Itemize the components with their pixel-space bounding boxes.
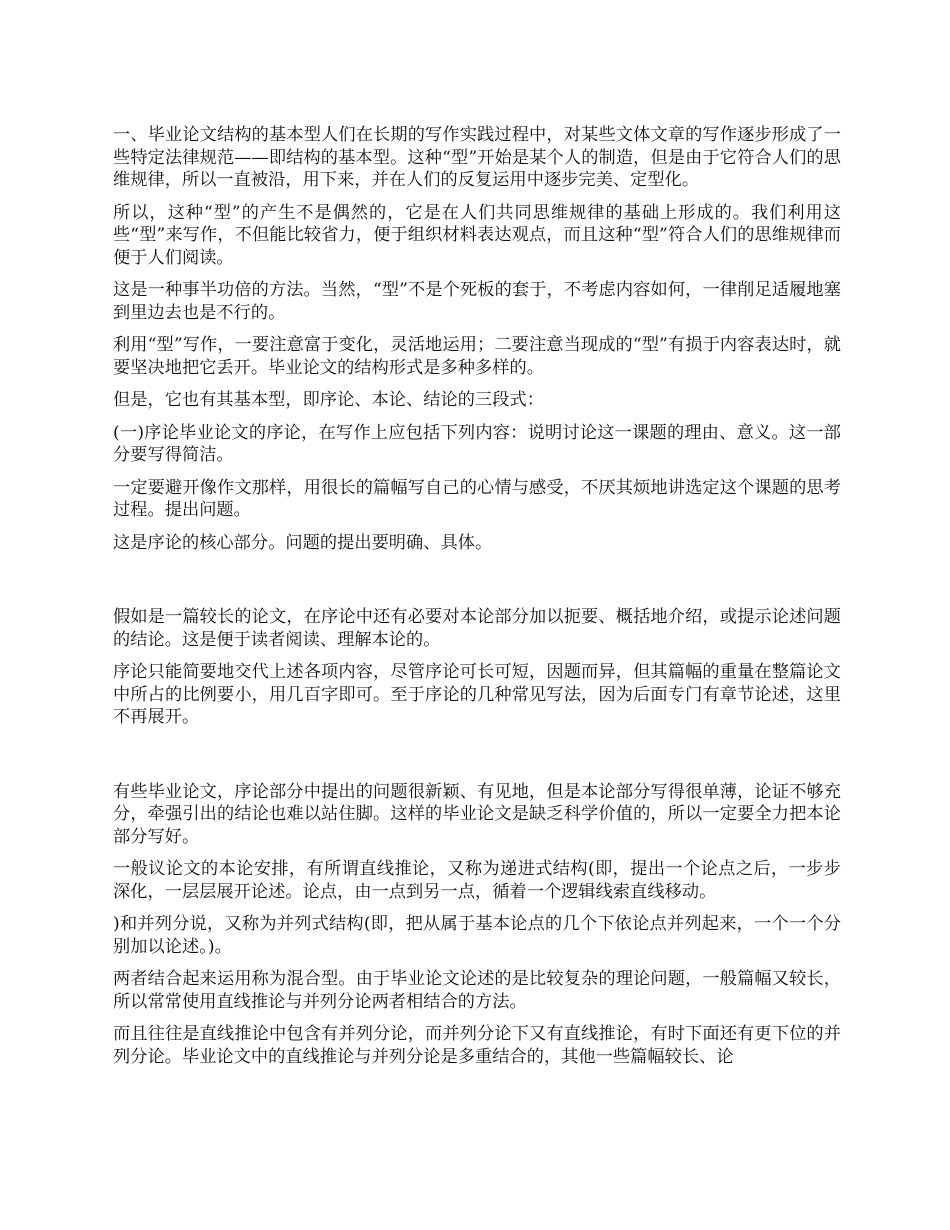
paragraph: 一定要避开像作文那样，用很长的篇幅写自己的心情与感受，不厌其烦地讲选定这个课题的思考过程。提出问题。 bbox=[113, 477, 841, 520]
paragraph: 利用“型”写作，一要注意富于变化，灵活地运用；二要注意当现成的“型”有损于内容表达时，就要坚决地把它丢开。毕业论文的结构形式是多种多样的。 bbox=[113, 335, 841, 378]
paragraph: 但是，它也有其基本型，即序论、本论、结论的三段式： bbox=[113, 390, 544, 410]
paragraph: 两者结合起来运用称为混合型。由于毕业论文论述的是比较复杂的理论问题，一般篇幅又较长，所以常常使用直线推论与并列分论两者相结合的方法。 bbox=[113, 969, 841, 1012]
paragraph: 假如是一篇较长的论文，在序论中还有必要对本论部分加以扼要、概括地介绍，或提示论述问题的结论。这是便于读者阅读、理解本论的。 bbox=[113, 607, 841, 650]
paragraph: (一)序论毕业论文的序论，在写作上应包括下列内容：说明讨论这一课题的理由、意义。这一部分要写得简洁。 bbox=[113, 422, 841, 465]
paragraph: 一般议论文的本论安排，有所谓直线推论，又称为递进式结构(即，提出一个论点之后，一步步深化，一层层展开论述。论点，由一点到另一点，循着一个逻辑线索直线移动。 bbox=[113, 859, 841, 902]
document-body bbox=[113, 124, 841, 1078]
paragraph: 序论只能简要地交代上述各项内容，尽管序论可长可短，因题而异，但其篇幅的重量在整篇论文中所占的比例要小，用几百字即可。至于序论的几种常见写法，因为后面专门有章节论述，这里不再展开。 bbox=[113, 662, 841, 727]
paragraph: 这是序论的核心部分。问题的提出要明确、具体。 bbox=[113, 532, 493, 553]
paragraph: 有些毕业论文，序论部分中提出的问题很新颖、有见地，但是本论部分写得很单薄，论证不够充分，牵强引出的结论也难以站住脚。这样的毕业论文是缺乏科学价值的，所以一定要全力把本论部分写好。 bbox=[113, 781, 841, 847]
paragraph: 这是一种事半功倍的方法。当然，“型”不是个死板的套于，不考虑内容如何，一律削足适履地塞到里边去也是不行的。 bbox=[113, 280, 841, 323]
paragraph: 所以，这种“型”的产生不是偶然的，它是在人们共同思维规律的基础上形成的。我们利用这些“型”来写作，不但能比较省力，便于组织材料表达观点，而且这种“型”符合人们的思维规律而便于人们阅读。 bbox=[113, 202, 841, 268]
section-gap bbox=[113, 739, 841, 781]
paragraph: )和并列分说，又称为并列式结构(即，把从属于基本论点的几个下依论点并列起来，一个一个分别加以论述。)。 bbox=[113, 914, 841, 957]
paragraph: 而且往往是直线推论中包含有并列分论，而并列分论下又有直线推论，有时下面还有更下位的并列分论。毕业论文中的直线推论与并列分论是多重结合的，其他一些篇幅较长、论 bbox=[113, 1024, 841, 1067]
paragraph: 一、毕业论文结构的基本型人们在长期的写作实践过程中，对某些文体文章的写作逐步形成了一些特定法律规范——即结构的基本型。这种“型”开始是某个人的制造，但是由于它符合人们的思维规律，所以一直被沿，用下来，并在人们的反复运用中逐步完美、定型化。 bbox=[113, 125, 841, 190]
section-gap bbox=[113, 564, 841, 606]
